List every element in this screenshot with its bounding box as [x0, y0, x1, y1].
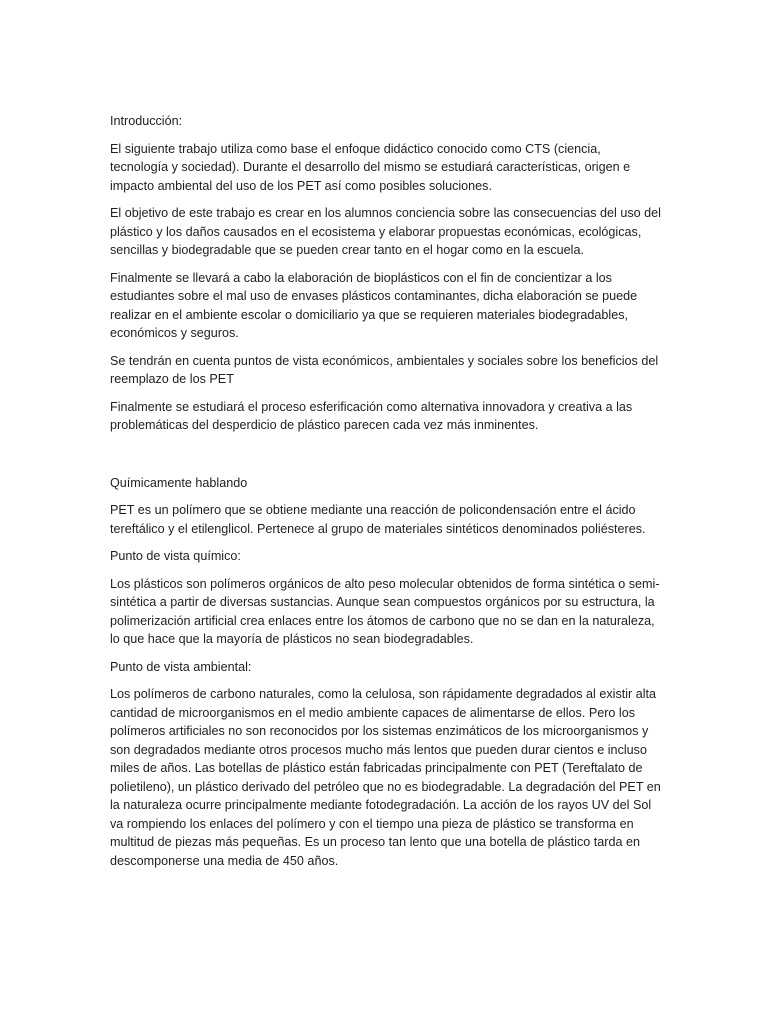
paragraph-objective: El objetivo de este trabajo es crear en los alumnos conciencia sobre las consecuencias del uso del plástico y los daños causados en el ecosistema y elaborar propuestas económicas, ecológicas, sencillas y biodegradable que se pueden crear tanto en el hogar como en la escuela. — [110, 206, 661, 257]
chemical-viewpoint-heading: Punto de vista químico: — [110, 549, 241, 563]
document-page — [110, 112, 662, 879]
paragraph-bioplastics: Finalmente se llevará a cabo la elaboración de bioplásticos con el fin de concientizar a los estudiantes sobre el mal uso de envases plásticos contaminantes, dicha elaboración se puede realizar en el ambiente escolar o domiciliario ya que se requieren materiales biodegradables, económicos y seguros. — [110, 270, 638, 340]
chemically-speaking-heading: Químicamente hablando — [110, 475, 248, 490]
paragraph-plastics-polymers: Los plásticos son polímeros orgánicos de alto peso molecular obtenidos de forma sintética o semi-sintética a partir de diversas sustancias. Aunque sean compuestos orgánicos por su estructura, la polimerización artificial crea enlaces entre los átomos de carbono que no se dan en la naturaleza, lo que hace que la mayoría de plásticos no sean biodegradables. — [110, 576, 660, 646]
introduction-heading: Introducción: — [110, 114, 183, 128]
paragraph-spherification: Finalmente se estudiará el proceso esferificación como alternativa innovadora y creativa a las problemáticas del desperdicio de plástico parecen cada vez más inminentes. — [110, 399, 633, 432]
environmental-viewpoint-heading: Punto de vista ambiental: — [110, 659, 252, 674]
paragraph-cts-approach: El siguiente trabajo utiliza como base el enfoque didáctico conocido como CTS (ciencia, tecnología y sociedad). Durante el desarrollo del mismo se estudiará características, origen e impacto ambiental del uso de los PET así como posibles soluciones. — [110, 141, 631, 193]
paragraph-pet-definition: PET es un polímero que se obtiene mediante una reacción de policondensación entre el ácido tereftálico y el etilenglicol. Pertenece al grupo de materiales sintéticos denominados poliésteres. — [110, 503, 646, 536]
section-spacer — [110, 444, 662, 474]
paragraph-viewpoints: Se tendrán en cuenta puntos de vista económicos, ambientales y sociales sobre los beneficios del reemplazo de los PET — [110, 353, 659, 386]
paragraph-environmental-degradation: Los polímeros de carbono naturales, como la celulosa, son rápidamente degradados al existir alta cantidad de microorganismos en el medio ambiente capaces de alimentarse de ellos. Pero los polímeros artificiales no son reconocidos por los sistemas enzimáticos de los microorganismos y son degradados mediante otros procesos mucho más lentos que pueden durar cientos e incluso miles de años. Las botellas de plástico están fabricadas principalmente con PET (Tereftalato de polietileno), un plástico derivado del petróleo que no es biodegradable. La degradación del PET en la naturaleza ocurre principalmente mediante fotodegradación. La acción de los rayos UV del Sol va rompiendo los enlaces del polímero y con el tiempo una pieza de plástico se transforma en multitud de piezas más pequeñas. Es un proceso tan lento que una botella de plástico tarda en descomponerse una media de 450 años. — [110, 687, 661, 868]
